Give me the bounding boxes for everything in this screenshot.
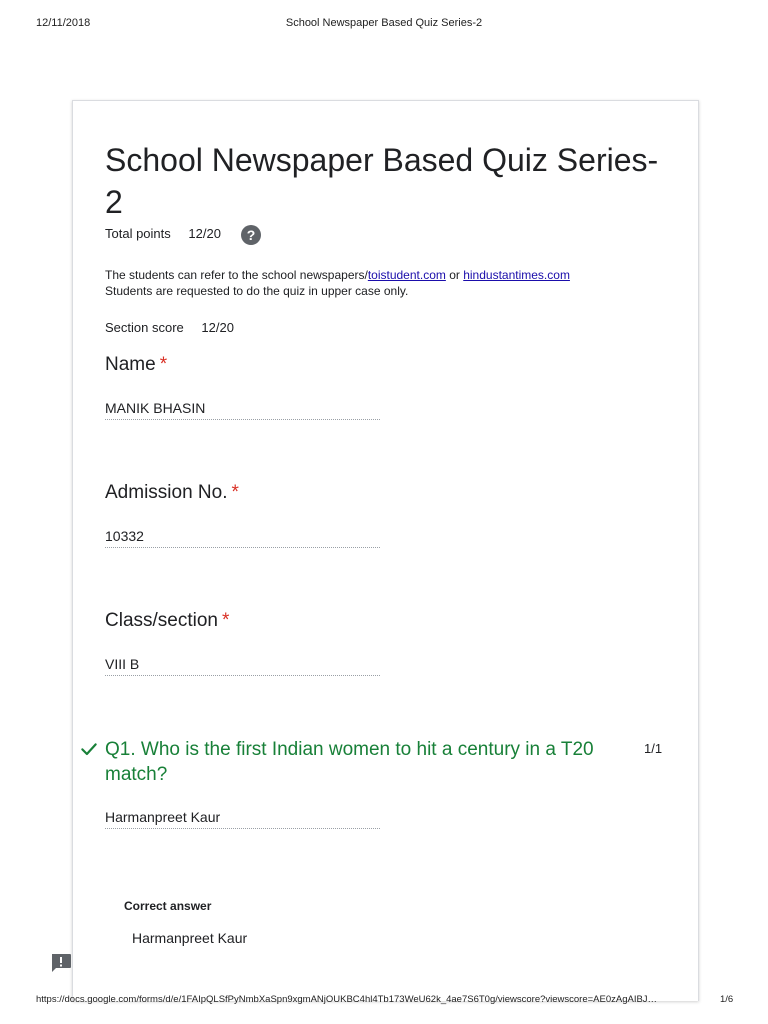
admission-answer: 10332	[105, 528, 380, 548]
check-icon	[79, 739, 99, 759]
description-middle: or	[445, 268, 464, 282]
section-score-label: Section score	[105, 320, 184, 335]
section-score	[105, 320, 234, 335]
description-prefix: The students can refer to the school newspapers/	[105, 268, 368, 282]
required-star: *	[159, 354, 168, 375]
q1-question-label: Q1. Who is the first Indian women to hit a century in a T20 match?	[105, 739, 594, 785]
print-title: School Newspaper Based Quiz Series-2	[285, 17, 483, 29]
total-points-label: Total points	[105, 226, 171, 242]
toistudent-link[interactable]: toistudent.com	[367, 268, 446, 282]
required-star: *	[222, 610, 230, 631]
name-label-text: Name	[105, 354, 156, 375]
question-mark-icon[interactable]: ?	[241, 225, 261, 245]
print-page-number: 1/6	[720, 994, 734, 1005]
required-star: *	[231, 482, 239, 503]
print-header	[0, 17, 768, 31]
print-footer	[0, 994, 768, 1008]
name-question-label	[105, 354, 167, 376]
hindustantimes-link[interactable]: hindustantimes.com	[463, 268, 570, 282]
class-section-answer: VIII B	[105, 656, 380, 676]
admission-label-text: Admission No.	[105, 482, 228, 503]
print-url: https://docs.google.com/forms/d/e/1FAIpQLSfPyNmbXaSpn9xgmANjOUKBC4hl4Tb173WeU62k_4ae7S6T0g/viewscore?viewscore=AE0zAgAIBJ…	[36, 994, 658, 1005]
name-answer: MANIK BHASIN	[105, 400, 380, 420]
description-line-1	[105, 267, 570, 283]
print-date: 12/11/2018	[36, 17, 91, 29]
form-card	[72, 100, 699, 1001]
form-description	[105, 267, 570, 299]
form-title: School Newspaper Based Quiz Series-2	[105, 142, 659, 220]
admission-question-label	[105, 482, 239, 504]
class-section-question-label	[105, 610, 229, 632]
total-points	[105, 225, 221, 247]
q1-answer: Harmanpreet Kaur	[105, 809, 380, 829]
section-score-value: 12/20	[201, 320, 234, 335]
correct-answer-label: Correct answer	[124, 899, 212, 913]
feedback-icon[interactable]	[50, 953, 72, 973]
correct-answer-value: Harmanpreet Kaur	[132, 930, 248, 946]
description-line-2: Students are requested to do the quiz in upper case only.	[105, 284, 409, 298]
q1-points: 1/1	[644, 741, 663, 756]
total-points-value: 12/20	[188, 226, 221, 242]
class-section-label-text: Class/section	[105, 610, 218, 631]
